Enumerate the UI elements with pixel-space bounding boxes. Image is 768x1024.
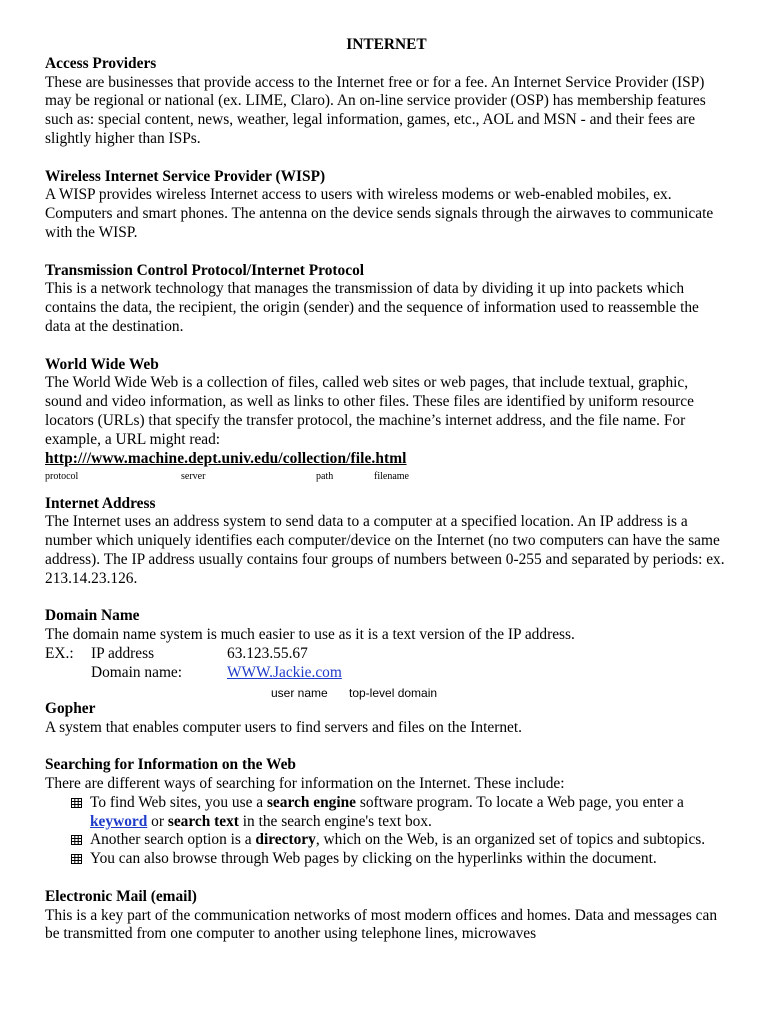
ip-address-row bbox=[45, 645, 728, 664]
ip-address-label: IP address bbox=[91, 644, 155, 662]
internet-address-body: The Internet uses an address system to send data to a computer at a specified location. An IP address is a number which uniquely identifies each computer/device on the Internet (no two computers can have the same address). The IP address usually contains four groups of numbers between 0-255 and separated by periods: ex. 213.14.23.126. bbox=[45, 513, 725, 587]
domain-part-labels bbox=[45, 683, 728, 700]
ip-address-value: 63.123.55.67 bbox=[227, 644, 308, 662]
domain-name-body: The domain name system is much easier to use as it is a text version of the IP address. bbox=[45, 626, 575, 644]
grid-bullet-icon bbox=[71, 854, 82, 864]
bullet-directory: Another search option is a directory, which on the Web, is an organized set of topics and subtopics. bbox=[45, 831, 728, 850]
bullet-search-engine: To find Web sites, you use a search engine software program. To locate a Web page, you enter a keyword or search text in the search engine's text box. bbox=[45, 794, 728, 832]
wisp-body: A WISP provides wireless Internet access to users with wireless modems or web-enabled mobiles, ex. Computers and smart phones. The antenna on the device sends signals through the airwaves to communicate with the WISP. bbox=[45, 186, 714, 241]
page-title: INTERNET bbox=[346, 36, 427, 53]
domain-name-link[interactable]: WWW.Jackie.com bbox=[227, 663, 342, 681]
email-body: This is a key part of the communication networks of most modern offices and homes. Data and messages can be transmitted from one computer to another using telephone lines, microwaves bbox=[45, 906, 718, 943]
email-heading: Electronic Mail (email) bbox=[45, 887, 197, 905]
bullet-hyperlinks: You can also browse through Web pages by clicking on the hyperlinks within the document. bbox=[45, 850, 728, 869]
grid-bullet-icon bbox=[71, 798, 82, 808]
tcpip-heading: Transmission Control Protocol/Internet Protocol bbox=[45, 261, 365, 279]
wisp-heading: Wireless Internet Service Provider (WISP) bbox=[45, 167, 326, 185]
term-directory: directory bbox=[255, 831, 316, 849]
ex-label: EX.: bbox=[45, 644, 74, 662]
term-search-engine: search engine bbox=[266, 793, 356, 811]
domain-name-label: Domain name: bbox=[91, 663, 183, 681]
gopher-heading: Gopher bbox=[45, 699, 96, 717]
user-name-label: user name bbox=[271, 685, 328, 700]
access-providers-body: These are businesses that provide access to the Internet free or for a fee. An Internet Service Provider (ISP) may be regional or national (ex. LIME, Claro). An on-line service provider (OSP) has membership features such as: special content, news, weather, legal information, games, etc., AOL and MSN - and their fees are slightly higher than ISPs. bbox=[45, 73, 706, 147]
www-heading: World Wide Web bbox=[45, 355, 159, 373]
internet-address-heading: Internet Address bbox=[45, 494, 156, 512]
url-label-protocol: protocol bbox=[45, 470, 79, 482]
access-providers-heading: Access Providers bbox=[45, 54, 157, 72]
searching-intro: There are different ways of searching for information on the Internet. These include: bbox=[45, 775, 565, 793]
url-part-labels bbox=[45, 469, 728, 489]
domain-name-row bbox=[45, 664, 728, 683]
tcpip-body: This is a network technology that manages the transmission of data by dividing it up into packets which contains the data, the recipient, the origin (sender) and the sequence of information used to reassemble the data at the destination. bbox=[45, 280, 699, 335]
example-url: http:///www.machine.dept.univ.edu/collection/file.html bbox=[45, 449, 407, 467]
url-label-server: server bbox=[181, 470, 206, 482]
term-search-text: search text bbox=[167, 812, 239, 830]
url-label-path: path bbox=[316, 470, 334, 482]
keyword-link[interactable]: keyword bbox=[90, 812, 148, 830]
www-body: The World Wide Web is a collection of files, called web sites or web pages, that include textual, graphic, sound and video information, as well as links to other files. These files are identified by uniform resource locators (URLs) that specify the transfer protocol, the machine’s internet address, and the file name. For example, a URL might read: bbox=[45, 374, 694, 448]
url-label-filename: filename bbox=[374, 470, 409, 482]
top-level-domain-label: top-level domain bbox=[349, 685, 438, 700]
searching-heading: Searching for Information on the Web bbox=[45, 756, 296, 774]
domain-name-heading: Domain Name bbox=[45, 607, 140, 625]
grid-bullet-icon bbox=[71, 835, 82, 845]
gopher-body: A system that enables computer users to find servers and files on the Internet. bbox=[45, 718, 522, 736]
